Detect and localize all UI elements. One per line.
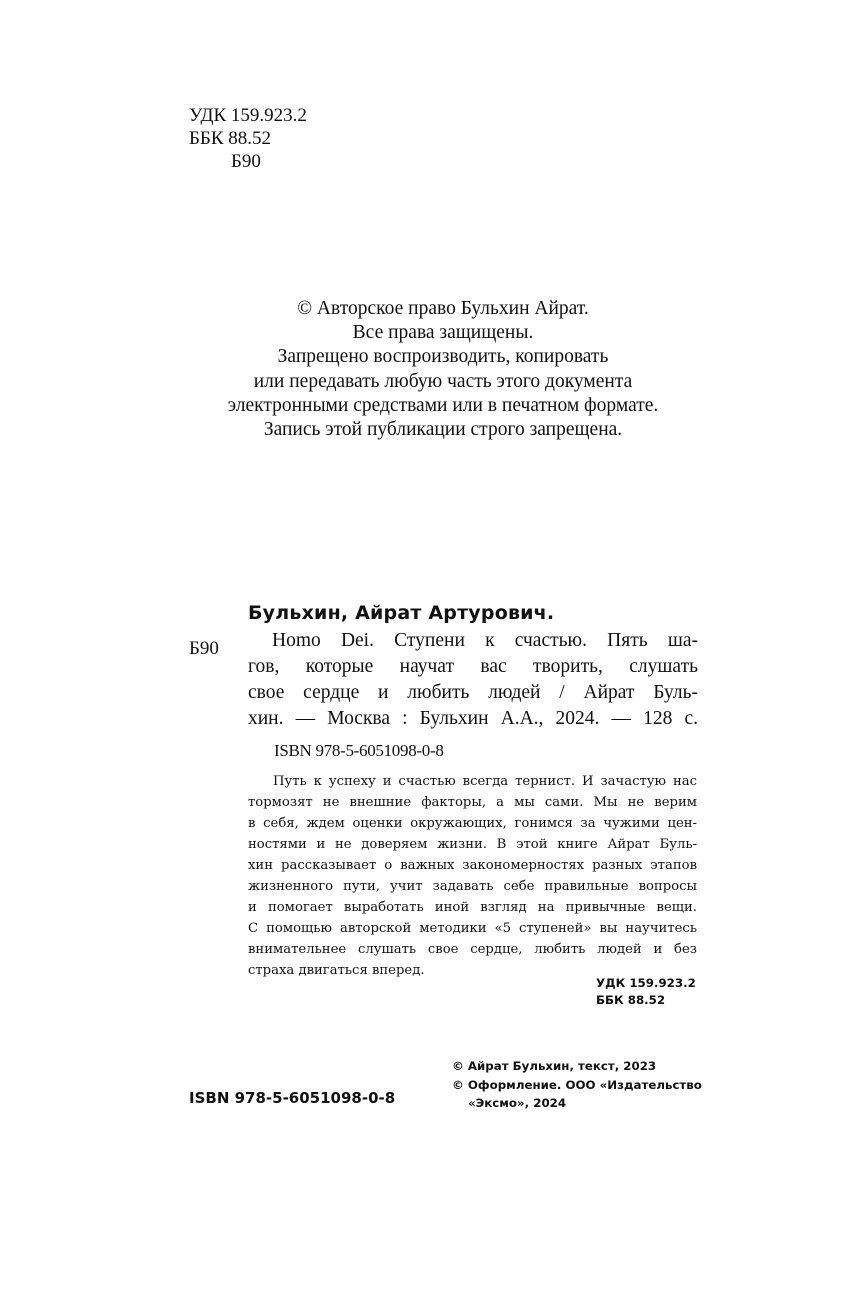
udk-code-bottom: УДК 159.923.2 — [596, 976, 696, 990]
notice-line: или передавать любую часть этого документа — [253, 370, 633, 392]
bbk-code-bottom: ББК 88.52 — [596, 993, 666, 1007]
record-author: Бульхин, Айрат Артурович. — [248, 602, 555, 624]
copyright-block — [452, 1057, 702, 1113]
notice-line: Запись этой публикации строго запрещена. — [263, 419, 623, 441]
udk-code: УДК 159.923.2 — [189, 105, 307, 126]
annotation-line: тормозят не внешние факторы, а мы сами. Мы не верим — [248, 795, 697, 810]
copyright-text-line: © Айрат Бульхин, текст, 2023 — [452, 1059, 657, 1073]
annotation-line: и помогает выработать иной взгляд на привычные вещи. — [248, 900, 697, 915]
author-mark: Б90 — [231, 151, 261, 172]
footer-isbn: ISBN 978-5-6051098-0-8 — [189, 1089, 396, 1107]
annotation-line: жизненного пути, учит задавать себе правильные вопросы — [248, 879, 697, 894]
annotation-line: ностями и не доверяем жизни. В этой книге Айрат Буль- — [248, 837, 697, 852]
classification-codes — [596, 975, 696, 1009]
record-title-line: хин. — Москва : Бульхин А.А., 2024. — 128 с. — [248, 708, 698, 729]
copyright-notice — [0, 297, 845, 442]
record-title-line: гов, которые научат вас творить, слушать — [248, 656, 698, 677]
notice-line: электронными средствами или в печатном формате. — [227, 394, 659, 416]
notice-line: Все права защищены. — [352, 322, 534, 344]
notice-line: © Авторское право Бульхин Айрат. — [297, 298, 589, 319]
copyright-design-line: © Оформление. ООО «Издательство — [452, 1077, 702, 1092]
annotation-line: в себя, ждем оценки окружающих, гонимся за чужими цен- — [248, 816, 697, 831]
notice-line: Запрещено воспроизводить, копировать — [277, 346, 609, 368]
annotation-line: страха двигаться вперед. — [248, 963, 425, 978]
copyright-publisher-line: «Эксмо», 2024 — [468, 1096, 567, 1110]
record-title-line: свое сердце и любить людей / Айрат Буль- — [248, 682, 698, 703]
annotation-line: хин рассказывает о важных закономерностях разных этапов — [248, 858, 697, 873]
bbk-code: ББК 88.52 — [189, 128, 271, 149]
record-isbn: ISBN 978-5-6051098-0-8 — [274, 741, 444, 760]
header-codes — [189, 104, 307, 173]
annotation-line: С помощью авторской методики «5 ступеней» вы научитесь — [248, 921, 697, 936]
annotation-line: внимательнее слушать свое сердце, любить людей и без — [248, 942, 697, 957]
annotation-line: Путь к успеху и счастью всегда тернист. И зачастую нас — [273, 774, 697, 789]
record-title-line: Homo Dei. Ступени к счастью. Пять ша- — [272, 630, 698, 651]
record-side-code: Б90 — [189, 638, 219, 659]
